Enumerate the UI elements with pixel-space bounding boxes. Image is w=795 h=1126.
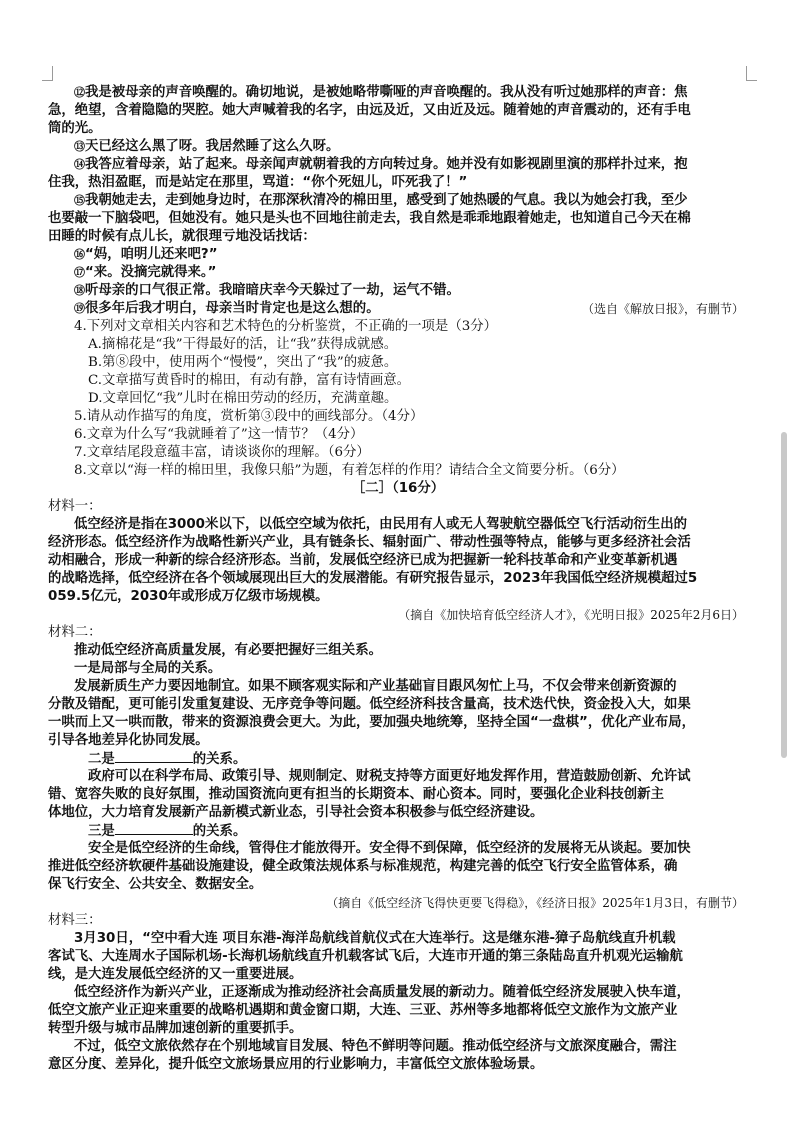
material-2-source: （摘自《低空经济飞得快更要飞得稳》，《经济日报》2025年1月3日，有删节） [326,896,744,910]
question-4-option-b: B.第⑧段中，使用两个“慢慢”，突出了“我”的疲惫。 [88,355,398,370]
material-3-p1-line-2: 客试飞、大连周水子国际机场-长海机场航线直升机载客试飞后，大连市开通的第三条陆岛直升机观光运输航 [48,949,683,964]
material-3-label: 材料三： [48,913,102,928]
para-12-line-1: ⑫我是被母亲的声音唤醒的。确切地说，是被她略带嘶哑的声音唤醒的。我从没有听过她那样的声音：焦 [74,85,688,100]
section-2-heading: ［二］（16分） [351,481,445,496]
para-18: ⑱听母亲的口气很正常。我暗暗庆幸今天躲过了一劫，运气不错。 [74,283,460,298]
material-1-label: 材料一： [48,499,102,514]
material-2-relation-2-line-3: 体地位，大力培育发展新产品新模式新业态，引导社会资本积极参与低空经济建设。 [48,805,544,820]
para-17-number: ⑰ [74,266,85,279]
material-2-relation-3-line-2: 推进低空经济软硬件基础设施建设，健全政策法规体系与标准规范，构建完善的低空飞行安全监管体系，确 [48,859,678,874]
material-1-line-3: 动相融合，形成一种新的综合经济形态。当前，发展低空经济已成为把握新一轮科技革命和产业变革新机遇 [48,553,678,568]
material-3-p1-line-3: 线，是大连发展低空经济的又一重要进展。 [48,967,303,982]
question-4-stem: 4.下列对文章相关内容和艺术特色的分析鉴赏，不正确的一项是（3分） [74,319,498,334]
para-17: ⑰“来。没摘完就得来。” [74,265,217,280]
para-12-number: ⑫ [74,86,85,99]
fill-in-blank-3[interactable] [115,822,193,835]
material-3-p3-line-1: 不过，低空文旅依然存在个别地域盲目发展、特色不鲜明等问题。推动低空经济与文旅深度融合，需注 [74,1039,677,1054]
para-12-line-2: 急，绝望，含着隐隐的哭腔。她大声喊着我的名字，由远及近，又由近及远。随着她的声音震动的，还有手电 [48,103,691,118]
para-14-number: ⑭ [74,158,85,171]
fill-in-blank-2[interactable] [115,750,193,763]
para-19: ⑲很多年后我才明白，母亲当时肯定也是这么想的。 （选自《解放日报》，有删节） [48,300,748,318]
material-2-relation-3-title: 三是 的关系。 [88,824,247,839]
para-14-line-2: 住我，热泪盈眶，而是站定在那里，骂道：“你个死妞儿，吓死我了！” [48,175,468,190]
question-8: 8.文章以“海一样的棉田里，我像只船”为题，有着怎样的作用？请结合全文简要分析。（6分） [74,463,625,478]
document-page [48,84,748,1074]
page-corner-mark-left [42,66,53,81]
material-1-line-5: 059.5亿元，2030年或形成万亿级市场规模。 [48,589,329,604]
material-1-line-1: 低空经济是指在3000米以下，以低空空域为依托，由民用有人或无人驾驶航空器低空飞行活动衍生出的 [74,517,688,532]
story-source-citation: （选自《解放日报》，有删节） [581,302,744,316]
para-15-line-2: 也要敲一下脑袋吧，但她没有。她只是头也不回地往前走去，我自然是乖乖地跟着她走，也知道自己今天在棉 [48,211,691,226]
material-3-p2-line-1: 低空经济作为新兴产业，正逐渐成为推动经济社会高质量发展的新动力。随着低空经济发展驶入快车道， [74,985,690,1000]
para-15-line-3: 田睡的时候有点儿长，就很理亏地没话找话： [48,229,316,244]
para-18-number: ⑱ [74,284,85,297]
vertical-scrollbar[interactable] [781,432,787,758]
question-4-option-d: D.文章回忆“我”儿时在棉田劳动的经历，充满童趣。 [88,391,398,406]
material-1-source: （摘自《加快培育低空经济人才》，《光明日报》2025年2月6日） [398,608,744,622]
material-2-relation-1-title: 一是局部与全局的关系。 [74,661,222,676]
para-16: ⑯“妈，咱明儿还来吧?” [74,247,218,262]
material-1-line-4: 的战略选择，低空经济在各个领域展现出巨大的发展潜能。有研究报告显示，2023年我国低空经济规模超过5 [48,571,698,586]
para-12-line-3: 筒的光。 [48,121,102,136]
question-4-option-c: C.文章描写黄昏时的棉田，有动有静，富有诗情画意。 [88,373,411,388]
question-4-option-a: A.摘棉花是“我”干得最好的活，让“我”获得成就感。 [88,337,398,352]
material-2-relation-1-line-4: 引导各地差异化协同发展。 [48,733,209,748]
para-13-number: ⑬ [74,140,85,153]
question-7: 7.文章结尾段意蕴丰富，请谈谈你的理解。（6分） [74,445,370,460]
material-3-p3-line-2: 意区分度、差异化，提升低空文旅场景应用的行业影响力，丰富低空文旅体验场景。 [48,1057,544,1072]
question-6: 6.文章为什么写“我就睡着了”这一情节？（4分） [74,427,364,442]
para-16-number: ⑯ [74,248,85,261]
para-14-line-1: ⑭我答应着母亲，站了起来。母亲闻声就朝着我的方向转过身。她并没有如影视剧里演的那样扑过来，抱 [74,157,688,172]
material-2-intro: 推动低空经济高质量发展，有必要把握好三组关系。 [74,643,382,658]
page-corner-mark-right [746,66,757,81]
para-13: ⑬天已经这么黑了呀。我居然睡了这么久呀。 [74,139,340,154]
material-2-relation-1-line-3: 一哄而上又一哄而散，带来的资源浪费会更大。为此，要加强央地统筹，坚持全国“一盘棋”，优化产业布局， [48,715,695,730]
material-2-relation-3-line-3: 保飞行安全、公共安全、数据安全。 [48,877,263,892]
material-3-p1-line-1: 3月30日，“空中看大连 项目东港-海洋岛航线首航仪式在大连举行。这是继东港-獐子岛航线直升机载 [74,931,676,946]
material-1-line-2: 经济形态。低空经济作为战略性新兴产业，具有链条长、辐射面广、带动性强等特点，能够与更多经济社会活 [48,535,691,550]
para-19-number: ⑲ [74,302,85,315]
material-2-relation-2-line-1: 政府可以在科学布局、政策引导、规则制定、财税支持等方面更好地发挥作用，营造鼓励创新、允许试 [88,769,691,784]
material-2-label: 材料二： [48,625,102,640]
material-2-relation-1-line-1: 发展新质生产力要因地制宜。如果不顾客观实际和产业基础盲目跟风匆忙上马，不仅会带来创新资源的 [74,679,677,694]
material-3-p2-line-2: 低空文旅产业正迎来重要的战略机遇期和黄金窗口期，大连、三亚、苏州等多地都将低空文旅作为文旅产业 [48,1003,678,1018]
material-2-relation-3-line-1: 安全是低空经济的生命线，管得住才能放得开。安全得不到保障，低空经济的发展将无从谈起。要加快 [88,841,691,856]
question-5: 5.请从动作描写的角度，赏析第③段中的画线部分。（4分） [74,409,424,424]
material-2-relation-2-title: 二是 的关系。 [88,752,247,767]
material-3-p2-line-3: 转型升级与城市品牌加速创新的重要抓手。 [48,1021,303,1036]
material-2-relation-2-line-2: 错、宽容失败的良好氛围，推动国资流向更有担当的长期资本、耐心资本。同时，要强化企业科技创新主 [48,787,664,802]
material-2-relation-1-line-2: 分散及错配，更可能引发重复建设、无序竞争等问题。低空经济科技含量高，技术迭代快，资金投入大，如果 [48,697,691,712]
para-15-number: ⑮ [74,194,85,207]
para-15-line-1: ⑮我朝她走去，走到她身边时，在那深秋清冷的棉田里，感受到了她热暖的气息。我以为她会打我，至少 [74,193,688,208]
